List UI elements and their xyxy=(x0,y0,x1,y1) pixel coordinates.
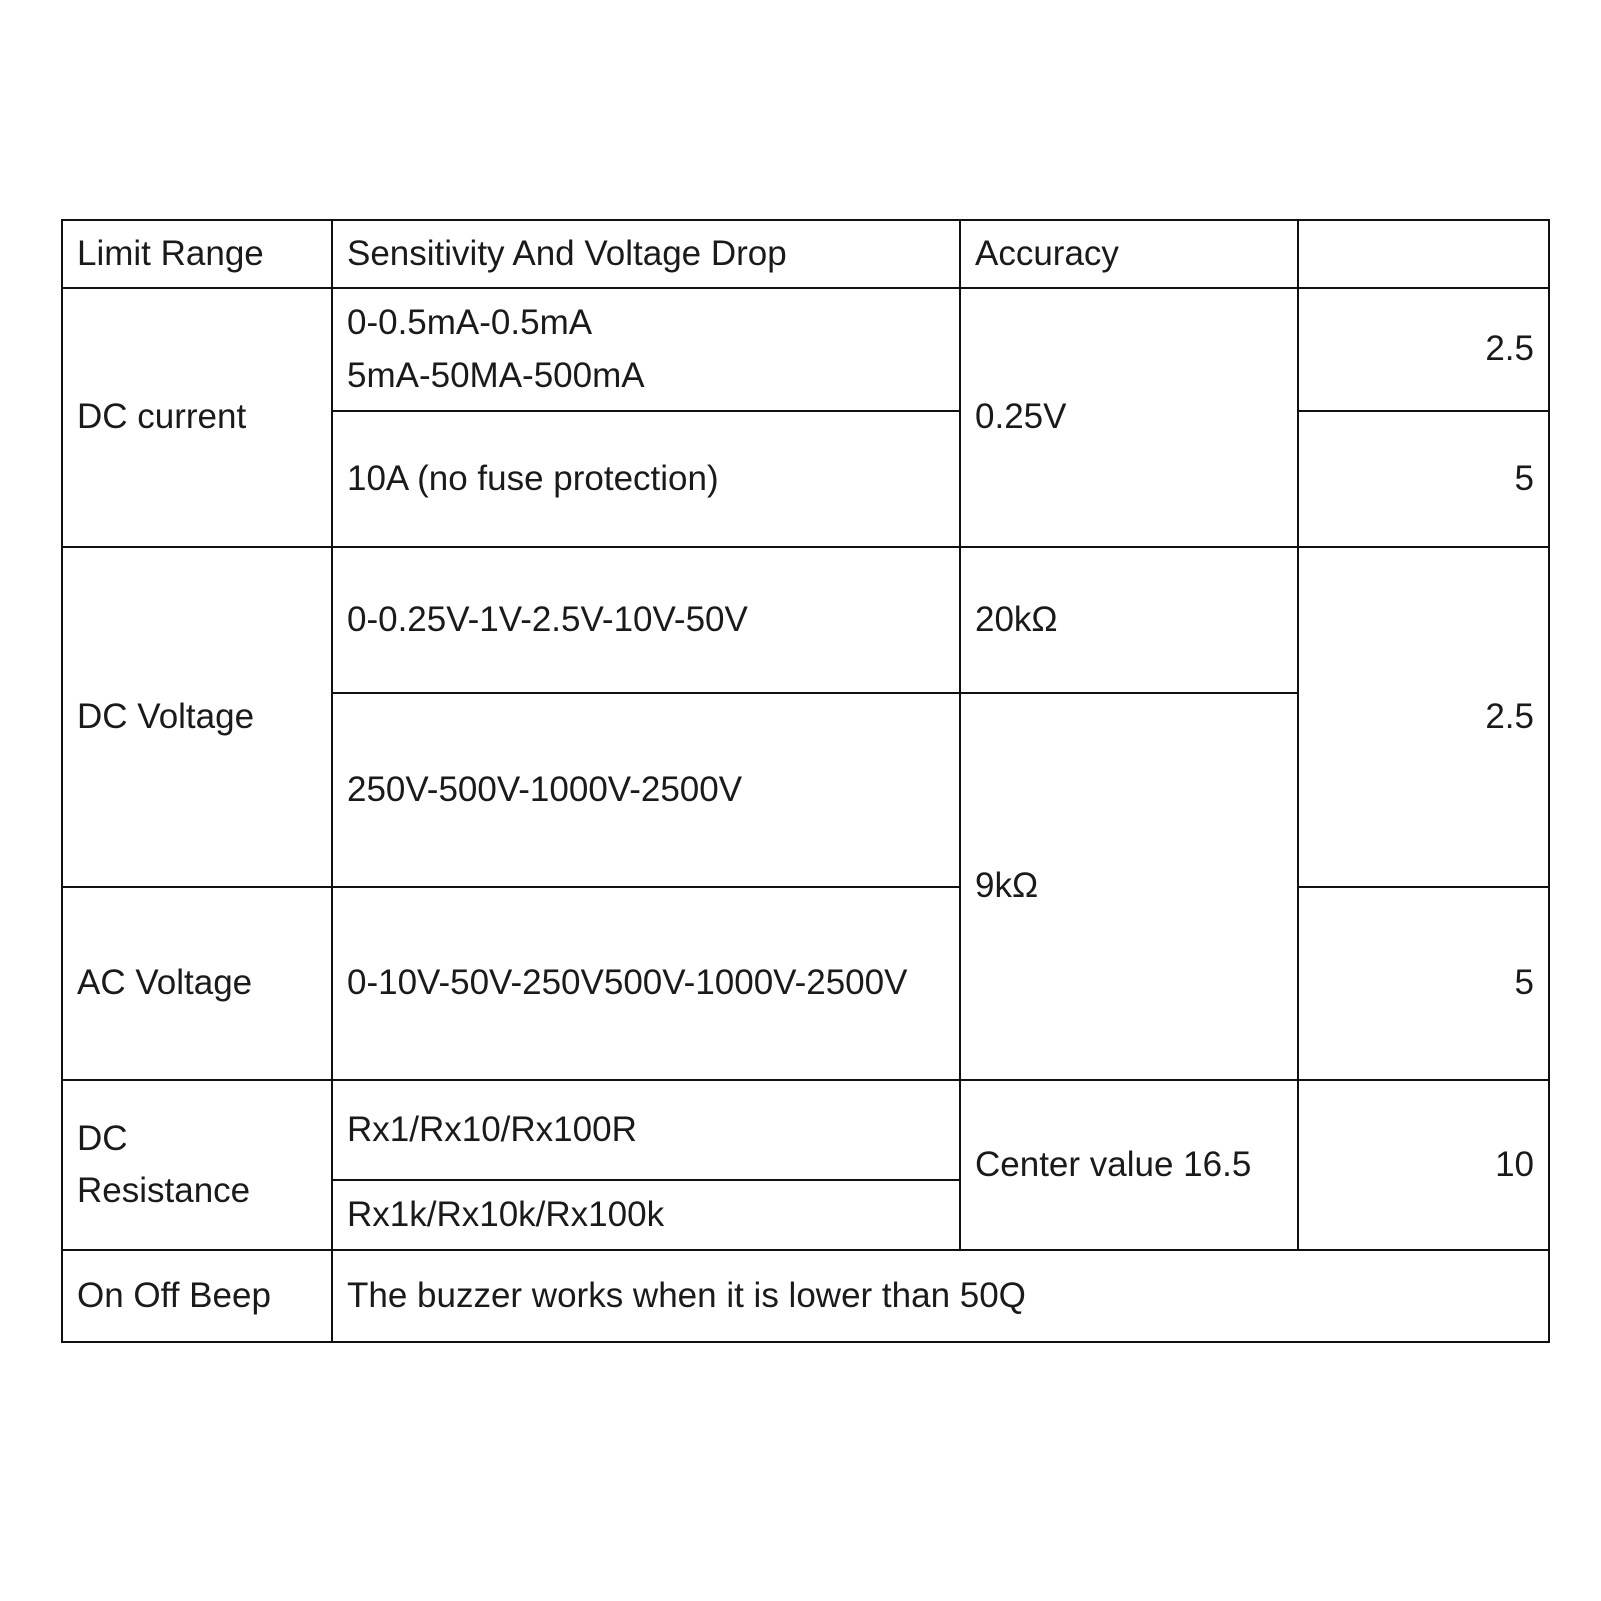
spec-table xyxy=(61,219,1550,1343)
ac-voltage-row xyxy=(62,887,1549,1080)
header-limit-range: Limit Range xyxy=(62,220,332,288)
ac-voltage-value: 5 xyxy=(1298,887,1549,1080)
dc-voltage-range-2: 250V-500V-1000V-2500V xyxy=(332,693,960,887)
dc-current-range-1 xyxy=(332,288,960,411)
dc-current-range-2: 10A (no fuse protection) xyxy=(332,411,960,547)
dc-resistance-range-2: Rx1k/Rx10k/Rx100k xyxy=(332,1180,960,1250)
dc-current-value-2: 5 xyxy=(1298,411,1549,547)
dc-current-accuracy: 0.25V xyxy=(960,288,1298,547)
dc-resistance-row-1 xyxy=(62,1080,1549,1180)
dc-resistance-range-1: Rx1/Rx10/Rx100R xyxy=(332,1080,960,1180)
dc-voltage-row-1 xyxy=(62,547,1549,693)
dc-voltage-range-1: 0-0.25V-1V-2.5V-10V-50V xyxy=(332,547,960,693)
dc-resistance-label xyxy=(62,1080,332,1250)
header-blank xyxy=(1298,220,1549,288)
dc-voltage-value: 2.5 xyxy=(1298,547,1549,887)
dc-voltage-accuracy-1: 20kΩ xyxy=(960,547,1298,693)
dc-resistance-value: 10 xyxy=(1298,1080,1549,1250)
dc-current-value-1: 2.5 xyxy=(1298,288,1549,411)
dc-current-range-1-line-1: 0-0.5mA-0.5mA xyxy=(347,303,593,342)
dc-current-label: DC current xyxy=(62,288,332,547)
ac-voltage-label: AC Voltage xyxy=(62,887,332,1080)
dc-current-row-1 xyxy=(62,288,1549,411)
beep-row xyxy=(62,1250,1549,1342)
ac-voltage-range: 0-10V-50V-250V500V-1000V-2500V xyxy=(332,887,960,1080)
dc-voltage-label: DC Voltage xyxy=(62,547,332,887)
header-row xyxy=(62,220,1549,288)
header-sensitivity: Sensitivity And Voltage Drop xyxy=(332,220,960,288)
header-accuracy: Accuracy xyxy=(960,220,1298,288)
dc-resistance-label-line-2: Resistance xyxy=(77,1171,251,1210)
beep-label: On Off Beep xyxy=(62,1250,332,1342)
beep-description: The buzzer works when it is lower than 50Q xyxy=(332,1250,1549,1342)
dc-resistance-label-line-1: DC xyxy=(77,1118,128,1158)
dc-current-range-1-line-2: 5mA-50MA-500mA xyxy=(347,355,645,395)
shared-accuracy: 9kΩ xyxy=(960,693,1298,1080)
dc-resistance-accuracy: Center value 16.5 xyxy=(960,1080,1298,1250)
